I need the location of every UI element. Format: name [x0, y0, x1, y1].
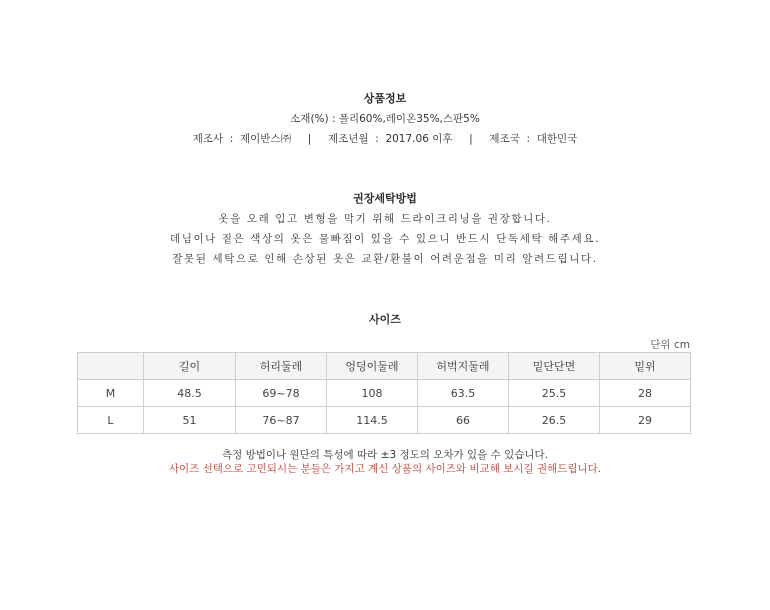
header-cell: 밑단단면: [509, 353, 600, 380]
table-cell: 66: [418, 407, 509, 434]
table-cell: 26.5: [509, 407, 600, 434]
product-maker-line: 제조사 : 제이반스㈜ | 제조년월 : 2017.06 이후 | 제조국 : 대한민국: [192, 133, 578, 145]
table-cell: 28: [600, 380, 691, 407]
size-table: [77, 352, 691, 434]
table-cell: 51: [144, 407, 236, 434]
table-row: [78, 380, 691, 407]
care-line: 데님이나 짙은 색상의 옷은 물빠짐이 있을 수 있으니 반드시 단독세탁 해주세요.: [169, 233, 601, 245]
header-cell: 허벅지둘레: [418, 353, 509, 380]
header-cell: 밑위: [600, 353, 691, 380]
table-cell: 63.5: [418, 380, 509, 407]
care-title: 권장세탁방법: [353, 192, 417, 205]
table-cell: 76~87: [236, 407, 327, 434]
table-row: [78, 407, 691, 434]
measure-note: 측정 방법이나 원단의 특성에 따라 ±3 정도의 오차가 있을 수 있습니다.: [221, 449, 549, 461]
table-cell: 48.5: [144, 380, 236, 407]
header-cell: [78, 353, 144, 380]
size-compare-note: 사이즈 선택으로 고민되시는 분들은 가지고 계신 상품의 사이즈와 비교해 보시길 권해드립니다.: [168, 463, 602, 475]
table-cell: 114.5: [327, 407, 418, 434]
table-cell: 29: [600, 407, 691, 434]
table-cell: 69~78: [236, 380, 327, 407]
header-cell: 길이: [144, 353, 236, 380]
product-info-title: 상품정보: [363, 92, 407, 105]
care-line: 옷을 오래 입고 변형을 막기 위해 드라이크리닝을 권장합니다.: [218, 213, 552, 225]
product-material: 소재(%) : 폴리60%,레이온35%,스판5%: [290, 113, 480, 125]
table-cell: 108: [327, 380, 418, 407]
header-cell: 엉덩이둘레: [327, 353, 418, 380]
size-label: M: [78, 380, 144, 407]
care-line: 잘못된 세탁으로 인해 손상된 옷은 교환/환불이 어려운점을 미리 알려드립니다.: [172, 253, 598, 265]
table-cell: 25.5: [509, 380, 600, 407]
size-title: 사이즈: [369, 313, 401, 326]
size-table-header: [78, 353, 691, 380]
size-label: L: [78, 407, 144, 434]
size-unit: 단위 cm: [650, 339, 690, 351]
header-cell: 허리둘레: [236, 353, 327, 380]
